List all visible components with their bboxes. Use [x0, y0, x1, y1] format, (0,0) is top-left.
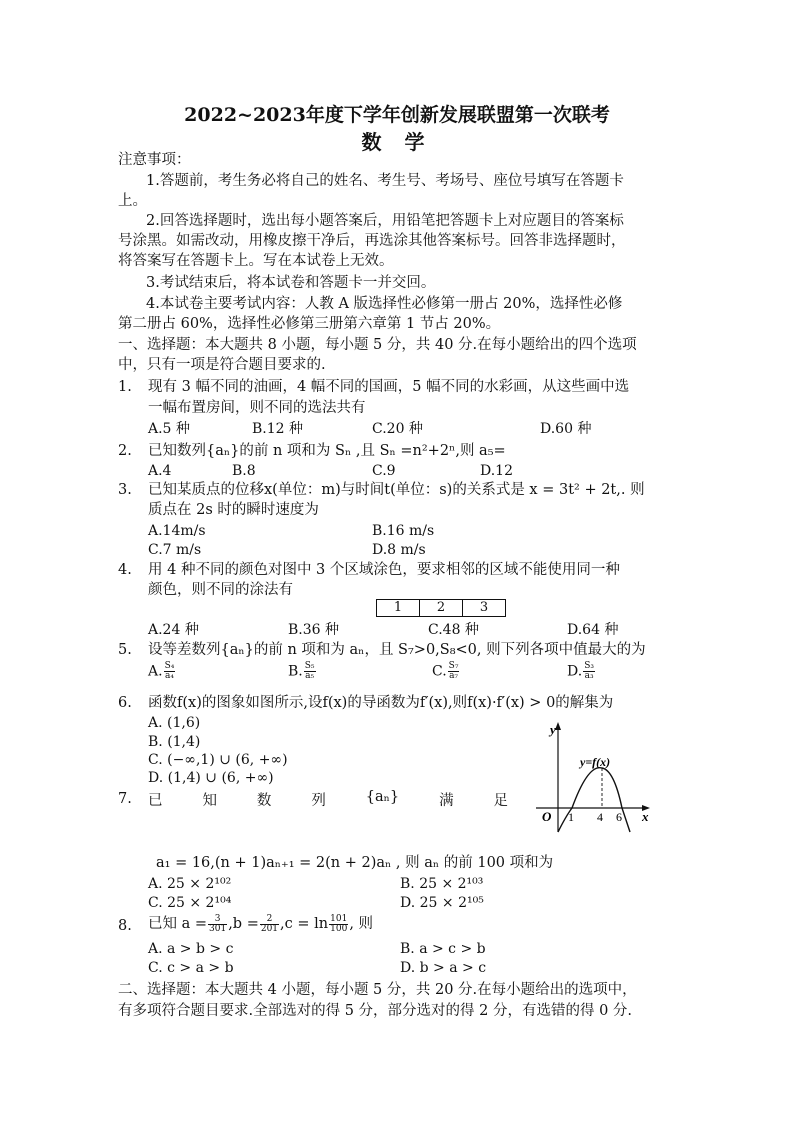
q6-option-a: A. (1,6) — [148, 715, 201, 731]
q6-option-d: D. (1,4) ∪ (6, +∞) — [148, 770, 274, 786]
q3-option-a: A.14m/s — [148, 523, 206, 539]
q4-region-2: 2 — [420, 600, 463, 617]
q5-option-d-fraction — [583, 662, 595, 681]
q2-option-d: D.12 — [480, 463, 513, 479]
q4-option-c: C.48 种 — [428, 622, 479, 638]
q7-word-1: 已 — [148, 793, 163, 809]
q4-option-b: B.36 种 — [288, 622, 340, 638]
section-2-line-2: 有多项符合题目要求.全部选对的得 5 分，部分选对的得 2 分，有选错的得 0 分. — [118, 1003, 633, 1019]
q7-option-a: A. 25 × 2¹⁰² — [148, 876, 232, 892]
q5-option-c-fraction — [448, 662, 460, 681]
q5-option-d-denominator: a₃ — [584, 671, 594, 681]
section-1-line-2: 中，只有一项是符合题目要求的. — [118, 357, 326, 373]
q7-word-2: 知 — [202, 793, 217, 809]
q5-option-b-fraction — [304, 662, 316, 681]
q8-fraction-b — [260, 915, 279, 934]
q8-fraction-a-numerator: 3 — [208, 915, 227, 925]
q4-stem-line-2: 颜色，则不同的涂法有 — [148, 582, 293, 598]
q5-option-b-denominator: a₅ — [305, 671, 315, 681]
note-1-line-2: 上。 — [118, 193, 147, 209]
note-1-line-1: 1.答题前，考生务必将自己的姓名、考生号、考场号、座位号填写在答题卡 — [146, 173, 624, 189]
q5-option-c-denominator: a₇ — [449, 671, 459, 681]
q4-region-diagram — [376, 599, 506, 617]
section-2-line-1: 二、选择题：本大题共 4 小题，每小题 5 分，共 20 分.在每小题给出的选项中， — [118, 982, 637, 998]
q8-stem-mid-1: ,b = — [228, 916, 259, 932]
q6-function-graph — [528, 720, 658, 835]
q8-option-b: B. a > c > b — [400, 941, 486, 957]
q5-option-a-fraction — [164, 662, 176, 681]
q5-option-c — [432, 662, 460, 681]
q1-option-d: D.60 种 — [540, 421, 592, 437]
q5-option-a-denominator: a₄ — [164, 671, 174, 681]
q6-curve-label: y=f(x) — [580, 755, 611, 769]
q7-stem-line-1 — [148, 789, 508, 810]
q1-option-a: A.5 种 — [148, 421, 190, 437]
q4-number: 4. — [118, 562, 132, 578]
q8-number: 8. — [118, 918, 132, 934]
q5-option-c-numerator: S₇ — [448, 661, 459, 671]
q5-number: 5. — [118, 642, 132, 658]
note-2-line-3: 将答案写在答题卡上。写在本试卷上无效。 — [118, 253, 394, 269]
q5-option-a-numerator: S₄ — [164, 661, 175, 671]
q8-fraction-b-denominator: 201 — [260, 923, 279, 934]
q3-stem-line-2: 质点在 2s 时的瞬时速度为 — [148, 502, 319, 518]
q5-option-c-letter: C. — [432, 663, 447, 680]
q7-word-7: 足 — [493, 793, 508, 809]
q8-stem — [148, 914, 373, 934]
q5-stem: 设等差数列{aₙ}的前 n 项和为 aₙ，且 S₇>0,S₈<0, 则下列各项中值最大的为 — [148, 642, 646, 658]
note-4-line-2: 第二册占 60%，选择性必修第三册第六章第 1 节占 20%。 — [118, 316, 501, 332]
q4-option-d: D.64 种 — [567, 622, 619, 638]
q5-option-a — [148, 662, 176, 681]
q7-word-4: 列 — [311, 793, 326, 809]
q6-origin-label: O — [542, 809, 552, 824]
q2-number: 2. — [118, 443, 132, 459]
q6-number: 6. — [118, 695, 132, 711]
q5-option-a-letter: A. — [148, 663, 163, 680]
q7-word-3: 数 — [256, 793, 272, 809]
q4-stem-line-1: 用 4 种不同的颜色对图中 3 个区域涂色，要求相邻的区域不能使用同一种 — [148, 562, 620, 578]
q6-option-c: C. (−∞,1) ∪ (6, +∞) — [148, 752, 288, 768]
notes-heading: 注意事项： — [118, 152, 191, 168]
q7-word-5: {aₙ} — [365, 789, 400, 805]
q2-stem: 已知数列{aₙ}的前 n 项和为 Sₙ ,且 Sₙ =n²+2ⁿ,则 a₅= — [148, 443, 506, 459]
section-1-line-1: 一、选择题：本大题共 8 小题，每小题 5 分，共 40 分.在每小题给出的四个选项 — [118, 337, 637, 353]
q5-option-b-numerator: S₅ — [304, 661, 315, 671]
q7-stem-line-2: a₁ = 16,(n + 1)aₙ₊₁ = 2(n + 2)aₙ , 则 aₙ 的前 100 项和为 — [156, 855, 554, 871]
q5-option-b — [288, 662, 317, 681]
q7-option-d: D. 25 × 2¹⁰⁵ — [400, 895, 484, 911]
q3-option-d: D.8 m/s — [372, 542, 426, 558]
q8-stem-post: , 则 — [349, 916, 374, 932]
note-2-line-2: 号涂黑。如需改动，用橡皮擦干净后，再选涂其他答案标号。回答非选择题时， — [118, 233, 626, 249]
q7-word-6: 满 — [439, 793, 454, 809]
q2-option-b: B.8 — [232, 463, 256, 479]
q1-number: 1. — [118, 379, 132, 395]
q3-stem-line-1: 已知某质点的位移x(单位：m)与时间t(单位：s)的关系式是 x = 3t² + 2t,. 则 — [148, 482, 645, 498]
q6-y-axis-arrow — [555, 722, 561, 730]
q1-stem-line-1: 现有 3 幅不同的油画，4 幅不同的国画，5 幅不同的水彩画，从这些画中选 — [148, 379, 630, 395]
q5-option-b-letter: B. — [288, 663, 303, 680]
note-2-line-1: 2.回答选择题时，选出每小题答案后，用铅笔把答题卡上对应题目的答案标 — [146, 213, 624, 229]
q3-option-b: B.16 m/s — [372, 523, 435, 539]
q8-fraction-a-denominator: 301 — [209, 923, 227, 934]
note-4-line-1: 4.本试卷主要考试内容：人教 A 版选择性必修第一册占 20%，选择性必修 — [146, 296, 623, 312]
q4-region-1: 1 — [377, 600, 420, 617]
note-3: 3.考试结束后，将本试卷和答题卡一并交回。 — [146, 275, 436, 291]
q8-option-a: A. a > b > c — [148, 941, 234, 957]
q8-option-c: C. c > a > b — [148, 960, 234, 976]
q6-stem: 函数f(x)的图象如图所示,设f(x)的导函数为f′(x),则f(x)·f′(x) > 0的解集为 — [148, 695, 614, 711]
q1-option-b: B.12 种 — [252, 421, 304, 437]
q2-option-a: A.4 — [148, 463, 172, 479]
exam-subject: 数 学 — [361, 130, 433, 154]
q3-option-c: C.7 m/s — [148, 542, 202, 558]
q1-stem-line-2: 一幅布置房间，则不同的选法共有 — [148, 400, 366, 416]
exam-title: 2022~2023年度下学年创新发展联盟第一次联考 — [184, 104, 610, 126]
q6-y-label: y — [550, 722, 556, 737]
q4-option-a: A.24 种 — [148, 622, 199, 638]
q5-option-d-letter: D. — [567, 663, 583, 680]
q6-x-label: x — [642, 809, 649, 824]
q8-fraction-c — [329, 915, 348, 934]
q5-option-d-numerator: S₃ — [584, 661, 594, 671]
q6-tick-4: 4 — [597, 810, 603, 824]
q7-number: 7. — [118, 791, 132, 807]
q3-number: 3. — [118, 482, 132, 498]
q6-tick-6: 6 — [616, 810, 622, 824]
q7-option-c: C. 25 × 2¹⁰⁴ — [148, 895, 232, 911]
q8-stem-pre: 已知 a = — [148, 916, 208, 932]
q2-option-c: C.9 — [372, 463, 396, 479]
q6-option-b: B. (1,4) — [148, 734, 201, 750]
q8-stem-mid-2: ,c = ln — [280, 916, 329, 932]
q8-option-d: D. b > a > c — [400, 960, 487, 976]
q5-option-d — [567, 662, 596, 681]
q7-option-b: B. 25 × 2¹⁰³ — [400, 876, 484, 892]
q8-fraction-c-denominator: 100 — [330, 923, 348, 934]
q8-fraction-b-numerator: 2 — [260, 915, 279, 925]
q6-tick-1: 1 — [568, 810, 574, 824]
q4-region-3: 3 — [463, 600, 506, 617]
q8-fraction-c-numerator: 101 — [330, 913, 348, 924]
q8-fraction-a — [208, 915, 227, 934]
q1-option-c: C.20 种 — [372, 421, 423, 437]
